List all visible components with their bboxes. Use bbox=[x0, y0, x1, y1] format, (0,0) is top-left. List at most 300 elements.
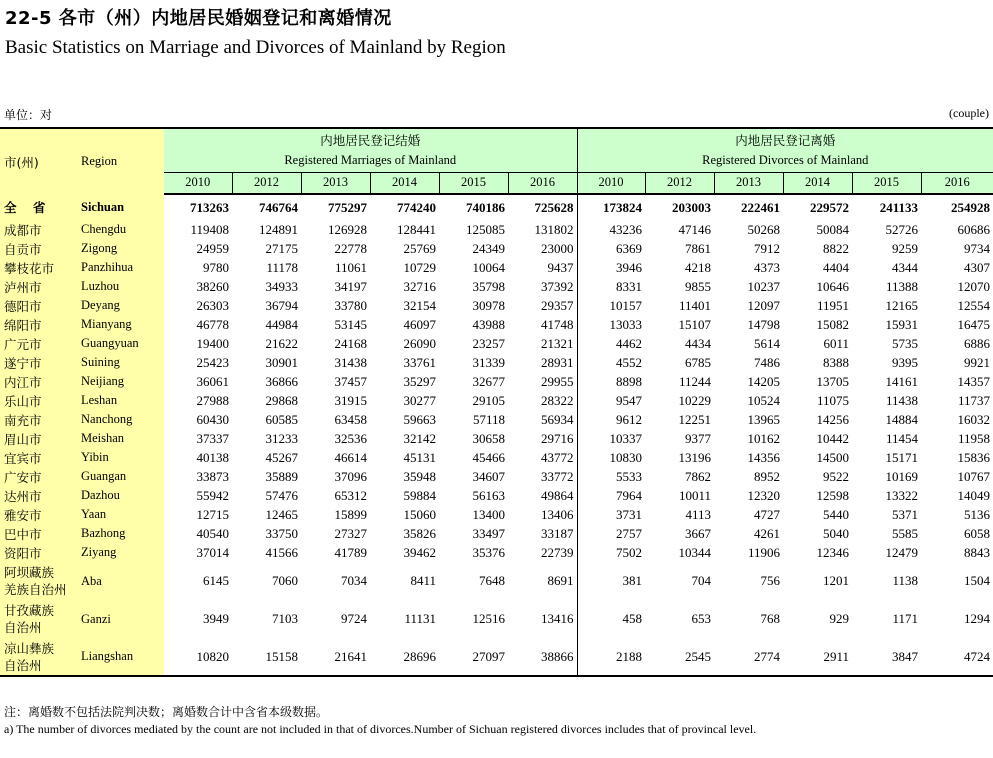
marriage-value: 11178 bbox=[266, 259, 298, 275]
marriage-value: 8411 bbox=[410, 573, 436, 588]
marriage-value: 13416 bbox=[541, 611, 574, 626]
divorce-value: 10237 bbox=[747, 278, 781, 294]
divorce-value: 10442 bbox=[816, 430, 850, 446]
marriage-value: 33772 bbox=[541, 468, 574, 484]
region-name-cn: 泸州市 bbox=[0, 277, 81, 296]
marriage-value: 27175 bbox=[265, 240, 298, 256]
marriage-value: 41789 bbox=[334, 544, 367, 560]
divorce-value: 11388 bbox=[885, 278, 919, 294]
table-row bbox=[0, 562, 993, 600]
divorce-value: 15082 bbox=[816, 316, 850, 332]
divorce-value: 756 bbox=[760, 573, 781, 588]
marriage-value: 10820 bbox=[164, 638, 232, 676]
region-name-en: Yibin bbox=[81, 448, 164, 467]
marriage-value: 725628 bbox=[534, 199, 574, 215]
divorce-value: 9547 bbox=[577, 391, 645, 410]
marriage-value: 37014 bbox=[196, 544, 229, 560]
marriage-value: 34197 bbox=[334, 278, 367, 294]
divorce-value: 10337 bbox=[577, 429, 645, 448]
region-name-en: Dazhou bbox=[81, 486, 164, 505]
marriage-value: 59663 bbox=[403, 411, 436, 427]
marriage-value: 28322 bbox=[541, 392, 574, 408]
divorce-value: 10830 bbox=[577, 448, 645, 467]
region-name-en: Leshan bbox=[81, 391, 164, 410]
region-name-en: Liangshan bbox=[81, 638, 164, 676]
table-row bbox=[0, 194, 993, 220]
marriage-value: 37337 bbox=[196, 430, 229, 446]
divorce-value: 2911 bbox=[783, 638, 852, 676]
region-name-cn-line: 凉山彝族 bbox=[4, 640, 55, 656]
divorce-value: 1138 bbox=[892, 573, 919, 588]
divorce-value: 3731 bbox=[577, 505, 645, 524]
divorce-value: 4434 bbox=[685, 335, 712, 351]
marriage-value: 29105 bbox=[472, 392, 505, 408]
marriage-year-header: 2013 bbox=[301, 172, 370, 194]
divorce-value: 9921 bbox=[964, 354, 991, 370]
region-name-en: Bazhong bbox=[81, 524, 164, 543]
marriage-value: 15158 bbox=[232, 638, 301, 676]
divorce-value: 14884 bbox=[885, 411, 919, 427]
marriage-value: 35948 bbox=[403, 468, 436, 484]
marriage-value: 36866 bbox=[265, 373, 298, 389]
marriage-value: 55942 bbox=[196, 487, 229, 503]
marriage-value: 57476 bbox=[265, 487, 298, 503]
divorce-value: 9855 bbox=[685, 278, 712, 294]
divorce-value: 1201 bbox=[823, 573, 850, 588]
divorce-value: 6369 bbox=[577, 239, 645, 258]
marriage-value: 13406 bbox=[541, 506, 574, 522]
table-row bbox=[0, 505, 993, 524]
divorce-value: 12479 bbox=[885, 544, 919, 560]
marriage-value: 60585 bbox=[265, 411, 298, 427]
marriage-value: 10064 bbox=[472, 259, 505, 275]
divorce-value: 12320 bbox=[747, 487, 781, 503]
marriage-value: 36061 bbox=[196, 373, 229, 389]
region-name-cn: 遂宁市 bbox=[0, 353, 81, 372]
divorce-value: 5735 bbox=[892, 335, 919, 351]
divorce-value: 11951 bbox=[816, 297, 850, 313]
divorce-value: 11401 bbox=[678, 297, 712, 313]
divorce-value: 15931 bbox=[885, 316, 919, 332]
marriage-value: 37392 bbox=[541, 278, 574, 294]
divorce-value: 5040 bbox=[823, 525, 850, 541]
region-name-cn: 南充市 bbox=[0, 410, 81, 429]
region-name-cn bbox=[0, 600, 81, 638]
divorce-value: 16032 bbox=[957, 411, 991, 427]
marriage-value: 119408 bbox=[190, 221, 229, 237]
marriage-value: 34933 bbox=[265, 278, 298, 294]
marriage-value: 56934 bbox=[541, 411, 574, 427]
divorce-group-header-en: Registered Divorces of Mainland bbox=[577, 150, 993, 172]
marriage-value: 7034 bbox=[341, 573, 367, 588]
marriage-value: 39462 bbox=[403, 544, 436, 560]
marriage-value: 60430 bbox=[196, 411, 229, 427]
marriage-value: 3949 bbox=[203, 611, 229, 626]
marriage-value: 65312 bbox=[334, 487, 367, 503]
marriage-value: 38866 bbox=[508, 638, 577, 676]
marriage-value: 9437 bbox=[547, 259, 574, 275]
divorce-value: 6011 bbox=[823, 335, 850, 351]
divorce-value: 11075 bbox=[816, 392, 850, 408]
marriage-value: 44984 bbox=[265, 316, 298, 332]
marriage-value: 35376 bbox=[472, 544, 505, 560]
divorce-value: 203003 bbox=[672, 199, 712, 215]
table-row bbox=[0, 524, 993, 543]
divorce-value: 11438 bbox=[885, 392, 919, 408]
marriage-value: 7103 bbox=[272, 611, 298, 626]
marriage-value: 23257 bbox=[472, 335, 505, 351]
marriage-value: 49864 bbox=[541, 487, 574, 503]
divorce-value: 13965 bbox=[747, 411, 781, 427]
marriage-value: 33873 bbox=[196, 468, 229, 484]
marriage-value: 124891 bbox=[259, 221, 298, 237]
divorce-value: 4344 bbox=[892, 259, 919, 275]
region-name-cn bbox=[0, 638, 81, 676]
region-name-cn: 眉山市 bbox=[0, 429, 81, 448]
divorce-value: 5533 bbox=[577, 467, 645, 486]
region-name-cn: 巴中市 bbox=[0, 524, 81, 543]
divorce-value: 173824 bbox=[577, 194, 645, 220]
divorce-value: 8331 bbox=[577, 277, 645, 296]
divorce-value: 6058 bbox=[964, 525, 991, 541]
table-row bbox=[0, 239, 993, 258]
table-row bbox=[0, 372, 993, 391]
marriage-value: 22739 bbox=[541, 544, 574, 560]
table-row bbox=[0, 296, 993, 315]
marriage-value: 33780 bbox=[334, 297, 367, 313]
marriage-value: 46778 bbox=[196, 316, 229, 332]
marriage-value: 43988 bbox=[472, 316, 505, 332]
marriage-value: 35889 bbox=[265, 468, 298, 484]
marriage-value: 775297 bbox=[328, 199, 367, 215]
region-name-en: Aba bbox=[81, 562, 164, 600]
divorce-value: 7862 bbox=[685, 468, 712, 484]
divorce-value: 4724 bbox=[921, 638, 993, 676]
marriage-value: 128441 bbox=[397, 221, 436, 237]
marriage-value: 23000 bbox=[541, 240, 574, 256]
divorce-value: 14356 bbox=[747, 449, 781, 465]
divorce-value: 11737 bbox=[958, 392, 991, 408]
marriage-value: 131802 bbox=[534, 221, 574, 237]
divorce-value: 15171 bbox=[885, 449, 919, 465]
marriage-value: 774240 bbox=[397, 199, 436, 215]
unit-label-en: (couple) bbox=[949, 106, 989, 120]
divorce-value: 4552 bbox=[577, 353, 645, 372]
divorce-value: 5585 bbox=[892, 525, 919, 541]
marriage-value: 45131 bbox=[403, 449, 436, 465]
marriage-group-header-en: Registered Marriages of Mainland bbox=[164, 150, 577, 172]
marriage-value: 45466 bbox=[472, 449, 505, 465]
divorce-value: 10524 bbox=[747, 392, 781, 408]
divorce-value: 2757 bbox=[577, 524, 645, 543]
marriage-group-header-cn: 内地居民登记结婚 bbox=[164, 128, 577, 150]
marriage-value: 33761 bbox=[403, 354, 436, 370]
region-name-cn-line: 自治州 bbox=[4, 657, 42, 673]
marriage-value: 35798 bbox=[472, 278, 505, 294]
divorce-value: 12070 bbox=[957, 278, 991, 294]
divorce-value: 2188 bbox=[577, 638, 645, 676]
divorce-value: 12554 bbox=[957, 297, 991, 313]
table-row bbox=[0, 220, 993, 239]
marriage-value: 19400 bbox=[196, 335, 229, 351]
divorce-value: 241133 bbox=[879, 199, 919, 215]
region-name-en: Zigong bbox=[81, 239, 164, 258]
divorce-value: 4404 bbox=[823, 259, 850, 275]
marriage-value: 21321 bbox=[541, 335, 574, 351]
marriage-value: 31233 bbox=[265, 430, 298, 446]
marriage-value: 29955 bbox=[541, 373, 574, 389]
marriage-value: 45267 bbox=[265, 449, 298, 465]
marriage-value: 29357 bbox=[541, 297, 574, 313]
divorce-value: 3847 bbox=[852, 638, 921, 676]
marriage-value: 24349 bbox=[472, 240, 505, 256]
page-title-cn: 22-5 各市（州）内地居民婚姻登记和离婚情况 bbox=[5, 8, 392, 29]
divorce-value: 1504 bbox=[964, 573, 991, 588]
region-cn-header: 市(州) bbox=[0, 128, 81, 194]
divorce-value: 10162 bbox=[747, 430, 781, 446]
divorce-value: 11244 bbox=[678, 373, 712, 389]
marriage-value: 38260 bbox=[196, 278, 229, 294]
divorce-value: 458 bbox=[577, 600, 645, 638]
marriage-value: 41566 bbox=[265, 544, 298, 560]
divorce-value: 8822 bbox=[823, 240, 850, 256]
region-name-en: Neijiang bbox=[81, 372, 164, 391]
marriage-value: 56163 bbox=[472, 487, 505, 503]
marriage-value: 22778 bbox=[334, 240, 367, 256]
divorce-year-header: 2012 bbox=[645, 172, 714, 194]
marriage-value: 13400 bbox=[472, 506, 505, 522]
divorce-value: 14798 bbox=[747, 316, 781, 332]
marriage-value: 25769 bbox=[403, 240, 436, 256]
divorce-value: 47146 bbox=[678, 221, 712, 237]
divorce-value: 4373 bbox=[754, 259, 781, 275]
marriage-value: 11131 bbox=[404, 611, 436, 626]
divorce-value: 4218 bbox=[685, 259, 712, 275]
divorce-value: 9734 bbox=[964, 240, 991, 256]
marriage-value: 12715 bbox=[196, 506, 229, 522]
region-name-cn: 达州市 bbox=[0, 486, 81, 505]
divorce-value: 7861 bbox=[685, 240, 712, 256]
region-name-cn bbox=[0, 562, 81, 600]
region-name-en: Ziyang bbox=[81, 543, 164, 562]
divorce-value: 14205 bbox=[747, 373, 781, 389]
marriage-value: 713263 bbox=[190, 199, 229, 215]
divorce-group-header-cn: 内地居民登记离婚 bbox=[577, 128, 993, 150]
region-name-cn: 广元市 bbox=[0, 334, 81, 353]
table-row bbox=[0, 334, 993, 353]
region-name-en: Suining bbox=[81, 353, 164, 372]
marriage-value: 30658 bbox=[472, 430, 505, 446]
divorce-year-header: 2013 bbox=[714, 172, 783, 194]
marriage-value: 43772 bbox=[541, 449, 574, 465]
divorce-value: 10767 bbox=[957, 468, 991, 484]
divorce-value: 15107 bbox=[678, 316, 712, 332]
divorce-year-header: 2014 bbox=[783, 172, 852, 194]
region-name-en: Chengdu bbox=[81, 220, 164, 239]
divorce-value: 10169 bbox=[885, 468, 919, 484]
divorce-value: 14161 bbox=[885, 373, 919, 389]
divorce-value: 12598 bbox=[816, 487, 850, 503]
region-name-cn: 内江市 bbox=[0, 372, 81, 391]
marriage-value: 11061 bbox=[334, 259, 367, 275]
marriage-value: 32716 bbox=[403, 278, 436, 294]
divorce-value: 5136 bbox=[964, 506, 991, 522]
table-row bbox=[0, 277, 993, 296]
divorce-value: 15836 bbox=[957, 449, 991, 465]
region-name-en: Guangyuan bbox=[81, 334, 164, 353]
marriage-value: 31339 bbox=[472, 354, 505, 370]
marriage-year-header: 2016 bbox=[508, 172, 577, 194]
marriage-value: 32536 bbox=[334, 430, 367, 446]
marriage-year-header: 2012 bbox=[232, 172, 301, 194]
divorce-value: 8898 bbox=[577, 372, 645, 391]
region-name-en: Nanchong bbox=[81, 410, 164, 429]
marriage-value: 63458 bbox=[334, 411, 367, 427]
marriage-value: 7648 bbox=[479, 573, 505, 588]
table-row bbox=[0, 467, 993, 486]
statistics-table bbox=[0, 127, 993, 677]
region-name-en: Mianyang bbox=[81, 315, 164, 334]
marriage-value: 37457 bbox=[334, 373, 367, 389]
marriage-value: 9780 bbox=[203, 259, 229, 275]
divorce-value: 1171 bbox=[892, 611, 919, 626]
divorce-value: 12251 bbox=[678, 411, 712, 427]
region-name-cn: 广安市 bbox=[0, 467, 81, 486]
divorce-value: 14357 bbox=[957, 373, 991, 389]
marriage-value: 35297 bbox=[403, 373, 436, 389]
table-row bbox=[0, 258, 993, 277]
divorce-value: 653 bbox=[691, 611, 712, 626]
divorce-value: 8952 bbox=[754, 468, 781, 484]
table-row bbox=[0, 448, 993, 467]
divorce-value: 222461 bbox=[741, 199, 781, 215]
divorce-value: 10157 bbox=[577, 296, 645, 315]
divorce-value: 60686 bbox=[957, 221, 991, 237]
marriage-value: 126928 bbox=[328, 221, 367, 237]
region-name-en: Meishan bbox=[81, 429, 164, 448]
marriage-value: 40138 bbox=[196, 449, 229, 465]
region-name-cn: 宜宾市 bbox=[0, 448, 81, 467]
divorce-value: 704 bbox=[691, 573, 712, 588]
marriage-value: 9724 bbox=[341, 611, 367, 626]
table-row bbox=[0, 391, 993, 410]
divorce-value: 12346 bbox=[816, 544, 850, 560]
marriage-value: 32142 bbox=[403, 430, 436, 446]
divorce-value: 7964 bbox=[577, 486, 645, 505]
marriage-value: 15899 bbox=[334, 506, 367, 522]
marriage-value: 32154 bbox=[403, 297, 436, 313]
divorce-value: 9259 bbox=[892, 240, 919, 256]
divorce-value: 14049 bbox=[957, 487, 991, 503]
divorce-value: 12097 bbox=[747, 297, 781, 313]
divorce-value: 10011 bbox=[678, 487, 712, 503]
marriage-value: 21641 bbox=[301, 638, 370, 676]
divorce-value: 10646 bbox=[816, 278, 850, 294]
marriage-value: 30901 bbox=[265, 354, 298, 370]
divorce-value: 3946 bbox=[577, 258, 645, 277]
divorce-value: 8388 bbox=[823, 354, 850, 370]
region-name-cn: 攀枝花市 bbox=[0, 258, 81, 277]
divorce-value: 52726 bbox=[885, 221, 919, 237]
marriage-value: 41748 bbox=[541, 316, 574, 332]
divorce-value: 4462 bbox=[577, 334, 645, 353]
marriage-value: 32677 bbox=[472, 373, 505, 389]
marriage-value: 6145 bbox=[203, 573, 229, 588]
divorce-value: 5440 bbox=[823, 506, 850, 522]
divorce-value: 3667 bbox=[685, 525, 712, 541]
marriage-value: 59884 bbox=[403, 487, 436, 503]
divorce-year-header: 2016 bbox=[921, 172, 993, 194]
region-name-cn: 德阳市 bbox=[0, 296, 81, 315]
marriage-value: 29868 bbox=[265, 392, 298, 408]
marriage-value: 15060 bbox=[403, 506, 436, 522]
divorce-value: 8843 bbox=[964, 544, 991, 560]
divorce-value: 7502 bbox=[577, 543, 645, 562]
divorce-value: 14256 bbox=[816, 411, 850, 427]
divorce-value: 13196 bbox=[678, 449, 712, 465]
region-name-cn: 乐山市 bbox=[0, 391, 81, 410]
region-name-en: Guangan bbox=[81, 467, 164, 486]
divorce-value: 381 bbox=[577, 562, 645, 600]
table-row bbox=[0, 315, 993, 334]
marriage-value: 26303 bbox=[196, 297, 229, 313]
marriage-value: 26090 bbox=[403, 335, 436, 351]
region-name-cn-line: 羌族自治州 bbox=[4, 582, 67, 597]
marriage-year-header: 2010 bbox=[164, 172, 232, 194]
marriage-value: 27097 bbox=[439, 638, 508, 676]
divorce-value: 6886 bbox=[964, 335, 991, 351]
divorce-value: 4113 bbox=[685, 506, 712, 522]
divorce-value: 9377 bbox=[685, 430, 712, 446]
divorce-value: 2774 bbox=[714, 638, 783, 676]
marriage-value: 33187 bbox=[541, 525, 574, 541]
divorce-value: 7486 bbox=[754, 354, 781, 370]
marriage-year-header: 2015 bbox=[439, 172, 508, 194]
marriage-value: 57118 bbox=[472, 411, 505, 427]
marriage-value: 8691 bbox=[547, 573, 574, 588]
divorce-value: 11454 bbox=[885, 430, 919, 446]
marriage-year-header: 2014 bbox=[370, 172, 439, 194]
region-name-cn: 绵阳市 bbox=[0, 315, 81, 334]
footnote-en: a) The number of divorces mediated by the count are not included in that of divorces.Number of Sichuan registered divorces includes that of provincal level. bbox=[4, 722, 757, 736]
region-name-en: Yaan bbox=[81, 505, 164, 524]
divorce-value: 13033 bbox=[577, 315, 645, 334]
table-row bbox=[0, 543, 993, 562]
marriage-value: 33497 bbox=[472, 525, 505, 541]
footnote-cn: 注：离婚数不包括法院判决数；离婚数合计中含省本级数据。 bbox=[4, 705, 329, 719]
divorce-value: 9612 bbox=[577, 410, 645, 429]
divorce-value: 5371 bbox=[892, 506, 919, 522]
divorce-value: 10344 bbox=[678, 544, 712, 560]
divorce-value: 1294 bbox=[964, 611, 991, 626]
marriage-value: 40540 bbox=[196, 525, 229, 541]
divorce-value: 11906 bbox=[747, 544, 781, 560]
marriage-value: 28931 bbox=[541, 354, 574, 370]
marriage-value: 24168 bbox=[334, 335, 367, 351]
divorce-value: 50084 bbox=[816, 221, 850, 237]
divorce-value: 9522 bbox=[823, 468, 850, 484]
region-name-en: Luzhou bbox=[81, 277, 164, 296]
unit-label-cn: 单位：对 bbox=[4, 108, 53, 122]
marriage-value: 31915 bbox=[334, 392, 367, 408]
region-en-header: Region bbox=[81, 128, 164, 194]
divorce-value: 4307 bbox=[964, 259, 991, 275]
region-name-cn-line: 阿坝藏族 bbox=[4, 565, 55, 580]
marriage-value: 28696 bbox=[370, 638, 439, 676]
marriage-value: 125085 bbox=[466, 221, 505, 237]
marriage-value: 25423 bbox=[196, 354, 229, 370]
region-name-en: Panzhihua bbox=[81, 258, 164, 277]
